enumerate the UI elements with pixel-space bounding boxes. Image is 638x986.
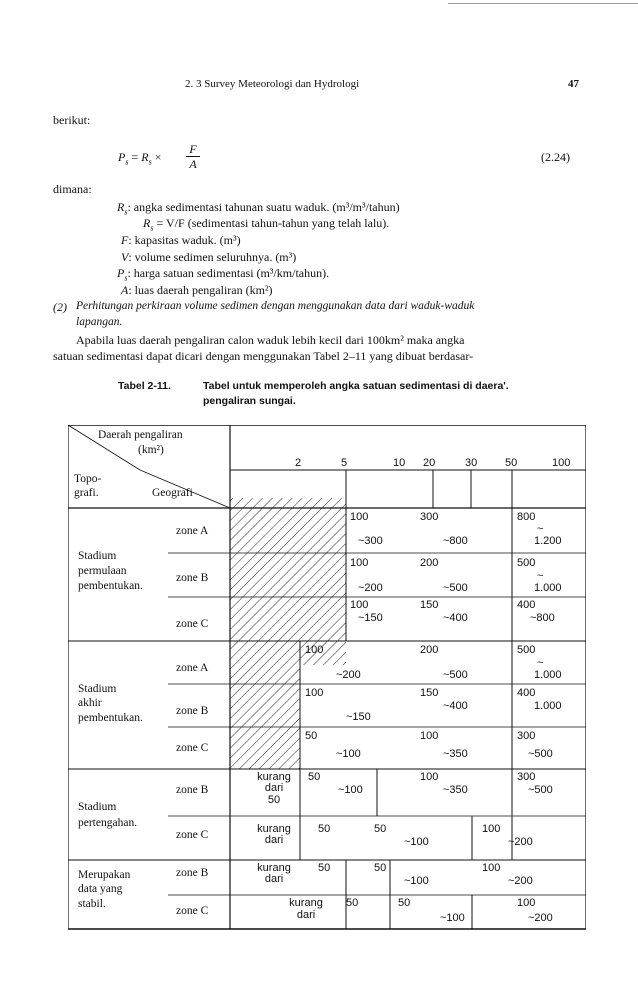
- scale-20: 20: [423, 457, 436, 469]
- r10-kurang: kurang: [289, 897, 323, 909]
- r9-c: ~100: [404, 875, 429, 887]
- r2-b: ~200: [358, 582, 383, 594]
- r1-f: 1.200: [534, 535, 562, 547]
- r7-e: 300: [517, 771, 536, 783]
- r7-c: 100: [420, 771, 439, 783]
- r4-e: 500: [517, 644, 536, 656]
- r8-b: 50: [374, 823, 387, 835]
- r10-dari: dari: [296, 909, 316, 921]
- r1-tilde: ~: [537, 523, 544, 535]
- stage-2-line3: pembentukan.: [78, 712, 143, 724]
- r5-a: 100: [305, 687, 324, 699]
- sediment-table: [68, 425, 586, 930]
- r1-b: ~300: [358, 535, 383, 547]
- zone-a-2: zone A: [176, 662, 209, 674]
- r3-f: ~800: [530, 612, 555, 624]
- r6-a: 50: [305, 730, 318, 742]
- r3-d: ~400: [443, 612, 468, 624]
- r2-d: ~500: [443, 582, 468, 594]
- zone-c-1: zone C: [176, 618, 209, 630]
- stage-3-line1: Stadium: [78, 801, 117, 813]
- r6-c: 100: [420, 730, 439, 742]
- top-rule: [448, 3, 638, 4]
- r10-e: ~200: [528, 912, 553, 924]
- zone-c-3: zone C: [176, 829, 209, 841]
- r9-dari: dari: [264, 873, 284, 885]
- paragraph-line2: satuan sedimentasi dapat dicari dengan menggunakan Tabel 2–11 yang dibuat berdasar-: [53, 349, 474, 363]
- r9-d: 100: [482, 862, 501, 874]
- r2-e: 500: [517, 557, 536, 569]
- r1-e: 800: [517, 511, 536, 523]
- r6-f: ~500: [528, 748, 553, 760]
- r5-f: 1.000: [534, 700, 562, 712]
- stage-2-line2: akhir: [78, 697, 102, 709]
- stage-2-line1: Stadium: [78, 683, 117, 695]
- hatch-area-1: [230, 498, 346, 665]
- r6-b: ~100: [336, 748, 361, 760]
- definition-f: F: kapasitas waduk. (m³): [121, 233, 241, 247]
- corner-geografi: Geografi: [152, 487, 193, 499]
- r2-a: 100: [350, 557, 369, 569]
- stage-4-line2: data yang: [78, 883, 123, 895]
- stage-4-line3: stabil.: [78, 898, 106, 910]
- r5-b: ~150: [346, 711, 371, 723]
- r9-b: 50: [374, 862, 387, 874]
- r6-d: ~350: [443, 748, 468, 760]
- r3-b: ~150: [358, 612, 383, 624]
- r7-a: 50: [308, 771, 321, 783]
- corner-topo-1: Topo-: [74, 473, 102, 485]
- zone-a-1: zone A: [176, 525, 209, 537]
- scale-30: 30: [465, 457, 478, 469]
- zone-b-1: zone B: [176, 572, 209, 584]
- definition-rs-eq: $R_s = V/F$ (sedimentasi tahun-tahun yang telah lalu).: [143, 216, 390, 233]
- r7-dari: dari: [264, 782, 284, 794]
- r7-f: ~500: [528, 784, 553, 796]
- r2-f: 1.000: [534, 582, 562, 594]
- corner-area-label: Daerah pengaliran: [98, 429, 183, 441]
- r5-c: 150: [420, 687, 439, 699]
- r9-a: 50: [318, 862, 331, 874]
- r7-b: ~100: [338, 784, 363, 796]
- r1-c: 300: [420, 511, 439, 523]
- scale-5: 5: [341, 457, 348, 469]
- r8-kurang: kurang: [257, 823, 291, 835]
- r1-d: ~800: [443, 535, 468, 547]
- r10-d: 100: [517, 897, 536, 909]
- page-number: 47: [568, 78, 579, 90]
- r2-tilde: ~: [537, 570, 544, 582]
- scale-50: 50: [505, 457, 518, 469]
- stage-4-line1: Merupakan: [78, 869, 131, 881]
- formula-lhs: $P_s = R_s$ ×: [118, 150, 162, 167]
- r3-e: 400: [517, 599, 536, 611]
- section-number: (2): [53, 300, 67, 314]
- r9-e: ~200: [508, 875, 533, 887]
- section-title-line2: lapangan.: [76, 316, 123, 328]
- table-caption-line2: pengaliran sungai.: [203, 395, 296, 407]
- section-title-line1: Perhitungan perkiraan volume sedimen dengan menggunakan data dari waduk-waduk: [76, 300, 475, 312]
- running-header: 2. 3 Survey Meteorologi dan Hydrologi: [185, 78, 360, 90]
- r7-kurang: kurang: [257, 771, 291, 783]
- r3-a: 100: [350, 599, 369, 611]
- definition-ps: $P_s$: harga satuan sedimentasi (m³/km/tahun).: [117, 266, 330, 283]
- zone-b-4: zone B: [176, 867, 209, 879]
- r9-kurang: kurang: [257, 862, 291, 874]
- r8-a: 50: [318, 823, 331, 835]
- r8-e: ~200: [508, 836, 533, 848]
- table-caption-line1: Tabel untuk memperoleh angka satuan sedimentasi di daera'.: [203, 380, 509, 392]
- r6-e: 300: [517, 730, 536, 742]
- r8-dari: dari: [264, 834, 284, 846]
- intro-text: berikut:: [53, 113, 91, 127]
- r2-c: 200: [420, 557, 439, 569]
- scale-2: 2: [295, 457, 302, 469]
- zone-b-2: zone B: [176, 705, 209, 717]
- r7-50: 50: [267, 794, 281, 806]
- r4-f: 1.000: [534, 669, 562, 681]
- formula-fraction: F A: [185, 142, 201, 171]
- stage-1-line1: Stadium: [78, 550, 117, 562]
- r3-c: 150: [420, 599, 439, 611]
- r8-c: ~100: [404, 836, 429, 848]
- r4-b: ~200: [336, 669, 361, 681]
- stage-1-line2: permulaan: [78, 565, 127, 577]
- table-caption-label: Tabel 2-11.: [118, 380, 171, 392]
- corner-area-unit: (km²): [138, 444, 164, 456]
- r5-d: ~400: [443, 700, 468, 712]
- equation-number: (2.24): [541, 150, 570, 164]
- r4-c: 200: [420, 644, 439, 656]
- r4-d: ~500: [443, 669, 468, 681]
- scale-10: 10: [393, 457, 406, 469]
- definition-a: A: luas daerah pengaliran (km²): [121, 283, 273, 297]
- stage-1-line3: pembentukan.: [78, 580, 143, 592]
- zone-c-4: zone C: [176, 905, 209, 917]
- r5-e: 400: [517, 687, 536, 699]
- paragraph-line1: Apabila luas daerah pengaliran calon waduk lebih kecil dari 100km² maka angka: [76, 333, 465, 347]
- corner-topo-2: grafi.: [74, 487, 99, 499]
- r4-tilde: ~: [537, 657, 544, 669]
- zone-b-3: zone B: [176, 784, 209, 796]
- zone-c-2: zone C: [176, 742, 209, 754]
- scale-100: 100: [552, 457, 571, 469]
- r8-d: 100: [482, 823, 501, 835]
- hatch-area-2: [230, 665, 300, 769]
- r10-c: ~100: [440, 912, 465, 924]
- r4-a: 100: [305, 644, 324, 656]
- r7-d: ~350: [443, 784, 468, 796]
- dimana-label: dimana:: [53, 182, 92, 196]
- stage-3-line2: pertengahan.: [78, 817, 138, 829]
- table-grid: [68, 425, 586, 930]
- definition-v: V: volume sedimen seluruhnya. (m³): [121, 250, 297, 264]
- r10-a: 50: [346, 897, 359, 909]
- definition-rs: $R_s$: angka sedimentasi tahunan suatu waduk. (m³/m³/tahun): [117, 200, 400, 217]
- r10-b: 50: [398, 897, 411, 909]
- r1-a: 100: [350, 511, 369, 523]
